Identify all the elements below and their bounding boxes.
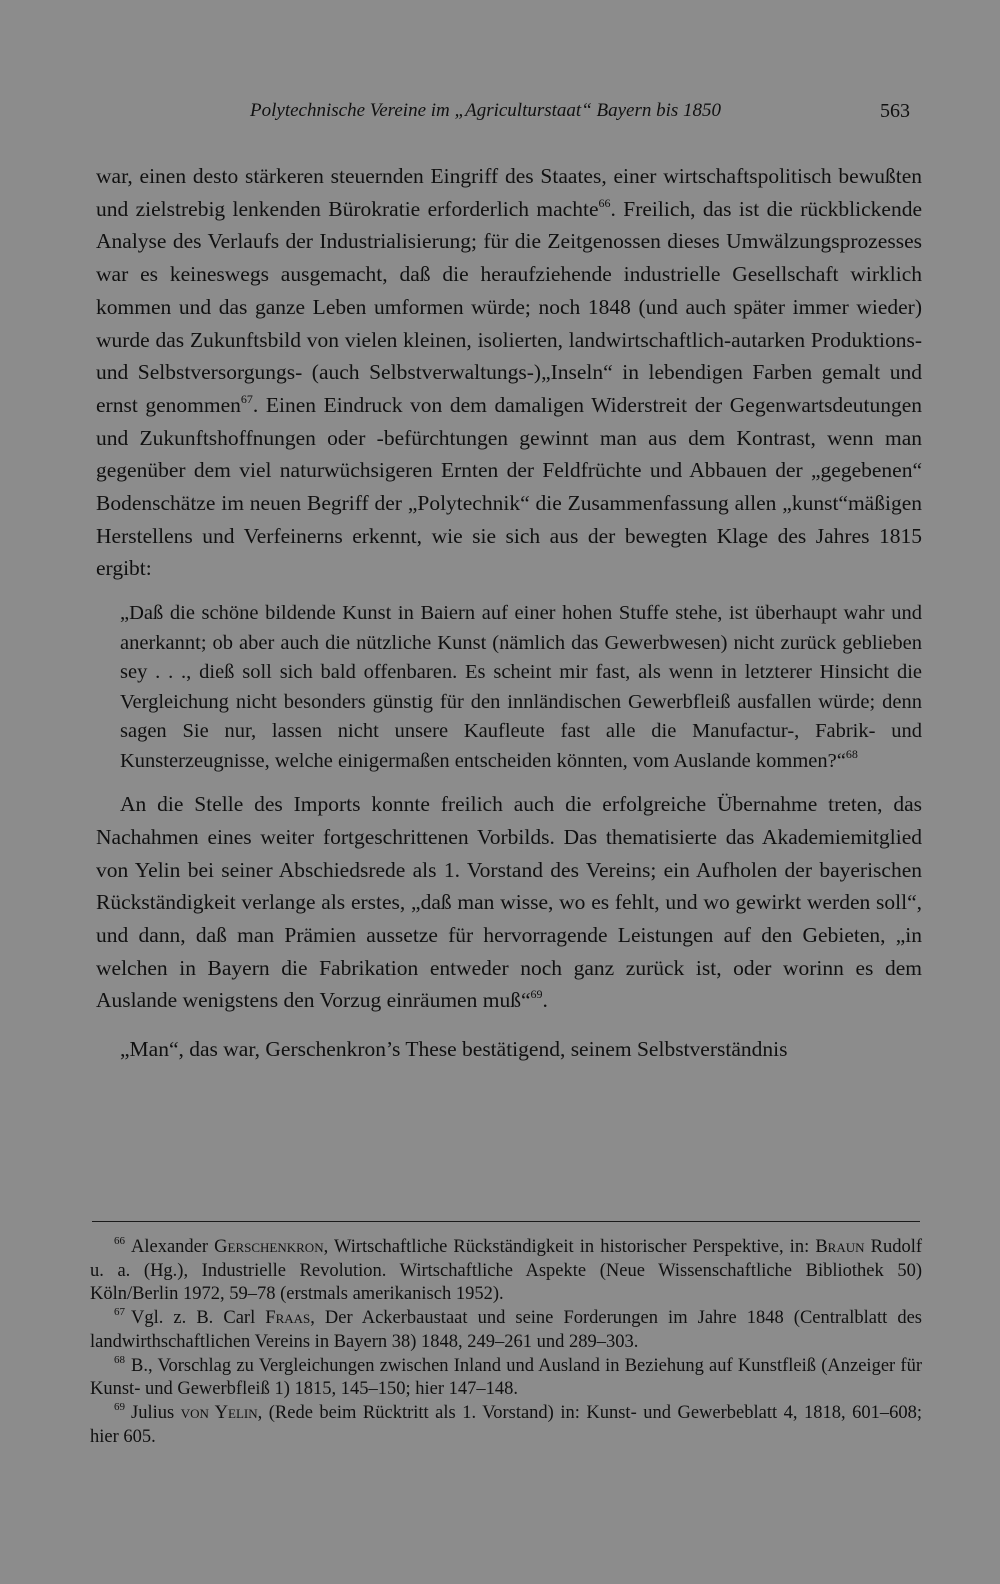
footnote-text: B., Vorschlag zu Vergleichungen zwischen Inland und Ausland in Beziehung auf Kunstfleiß (Anzeiger für Kunst- und Gewerbfleiß 1) 1815, 145–150; hier 147–148. [90, 1355, 922, 1400]
footnote-text: , (Rede beim Rücktritt als 1. Vorstand) in: Kunst- und Gewerbeblatt 4, 1818, 601–608; hier 605. [90, 1402, 922, 1447]
footnote-66 [90, 1236, 922, 1307]
footnote-number: 69 [114, 1400, 125, 1413]
footnote-text: Vgl. z. B. Carl [131, 1308, 266, 1329]
footnote-ref-67[interactable]: 67 [240, 391, 253, 406]
footnote-text: Alexander [131, 1237, 215, 1257]
main-text [96, 160, 922, 1066]
paragraph-2-part-a: An die Stelle des Imports konnte freilich auch die erfolgreiche Übernahme treten, das Nachahmen eines weiter fortgeschrittenen Vorbilds. Das thematisierte das Akademiemitglied von Yelin bei seiner Abschiedsrede als 1. Vorstand des Vereins; ein Aufholen der bayerischen Rückständigkeit verlange als erstes, „daß man wisse, wo es fehlt, und wo gewirkt werden soll“, und dann, daß man Prämien aussetze für hervorragende Leistungen auf den Gebieten, „in welchen in Bayern die Fabrikation entweder noch ganz zurück ist, oder worinn es dem Auslande wenigstens den Vorzug einräumen muß“ [96, 792, 922, 1013]
footnote-number: 68 [114, 1353, 125, 1366]
footnote-number: 67 [114, 1306, 125, 1319]
footnote-separator [92, 1221, 920, 1222]
footnote-number: 66 [114, 1235, 125, 1247]
running-title: Polytechnische Vereine im „Agriculturstaat“ Bayern bis 1850 [250, 100, 722, 121]
paragraph-1-part-a: war, einen desto stärkeren steuernden Eingriff des Staates, einer wirtschaftspolitisch bewußten und zielstrebig lenkenden Bürokratie erforderlich machte [96, 164, 922, 221]
paragraph-2 [96, 788, 922, 1017]
footnote-ref-68[interactable]: 68 [845, 746, 858, 761]
footnote-text: , Wirtschaftliche Rückständigkeit in historischer Perspektive, in: [323, 1237, 816, 1257]
author-name: von Yelin [180, 1402, 258, 1423]
paragraph-2-part-b: . [542, 988, 548, 1013]
block-quote-text: „Daß die schöne bildende Kunst in Baiern auf einer hohen Stuffe stehe, ist überhaupt wahr und anerkannt; ob aber auch die nützliche Kunst (nämlich das Gewerbwesen) nicht zurück geblieben sey . . ., dieß soll sich bald offenbaren. Es scheint mir fast, als wenn in letzterer Hinsicht die Vergleichung nicht besonders günstig für den innländischen Gewerbfleiß ausfallen würde; denn sagen Sie nur, lassen nicht unsere Kaufleute fast alle die Manufactur-, Fabrik- und Kunsterzeugnisse, welche einigermaßen entscheiden könnten, vom Auslande kommen?“ [120, 602, 922, 772]
footnote-ref-69[interactable]: 69 [530, 987, 543, 1002]
footnote-text: , Der Ackerbaustaat und seine Forderungen im Jahre 1848 (Centralblatt des landwirthschaftlichen Vereins in Bayern 38) 1848, 249–261 und 289–303. [90, 1308, 923, 1352]
footnote-69 [90, 1402, 922, 1449]
paragraph-1-part-b: . Freilich, das ist die rückblickende Analyse des Verlaufs der Industrialisierung; für die Zeitgenossen dieses Umwälzungsprozesses war es keineswegs ausgemacht, daß die heraufziehende industrielle Gesellschaft wirklich kommen und das ganze Leben umformen würde; noch 1848 (und auch später immer wieder) wurde das Zukunftsbild von vielen kleinen, isolierten, landwirtschaftlich-autarken Produktions- und Selbstversorgungs- (auch Selbstverwaltungs-)„Inseln“ in lebendigen Farben gemalt und ernst genommen [96, 196, 922, 417]
block-quote [120, 599, 922, 776]
footnote-67 [90, 1307, 922, 1354]
footnote-text: Julius [131, 1402, 181, 1423]
footnote-text: Rudolf u. a. (Hg.), Industrielle Revolution. Wirtschaftliche Aspekte (Neue Wissenschaftliche Bibliothek 50) Köln/Berlin 1972, 59–78 (erstmals amerikanisch 1952). [90, 1237, 922, 1305]
footnote-ref-66[interactable]: 66 [598, 195, 611, 210]
author-name: Gerschenkron [214, 1237, 324, 1257]
page-number: 563 [880, 100, 910, 122]
footnotes [90, 1236, 922, 1449]
footnote-68 [90, 1355, 922, 1402]
author-name: Fraas [265, 1308, 311, 1329]
paragraph-1 [96, 160, 922, 585]
author-name: Braun [815, 1237, 865, 1257]
paragraph-1-part-c: . Einen Eindruck von dem damaligen Widerstreit der Gegenwartsdeutungen und Zukunftshoffnungen oder -befürchtungen gewinnt man aus dem Kontrast, wenn man gegenüber dem viel naturwüchsigeren Ernten der Feldfrüchte und Abbauen der „gegebenen“ Bodenschätze im neuen Begriff der „Polytechnik“ die Zusammenfassung allen „kunst“mäßigen Herstellens und Verfeinerns erkennt, wie sie sich aus der bewegten Klage des Jahres 1815 ergibt: [96, 392, 922, 581]
paragraph-3: „Man“, das war, Gerschenkron’s These bestätigend, seinem Selbstverständnis [120, 1037, 788, 1062]
